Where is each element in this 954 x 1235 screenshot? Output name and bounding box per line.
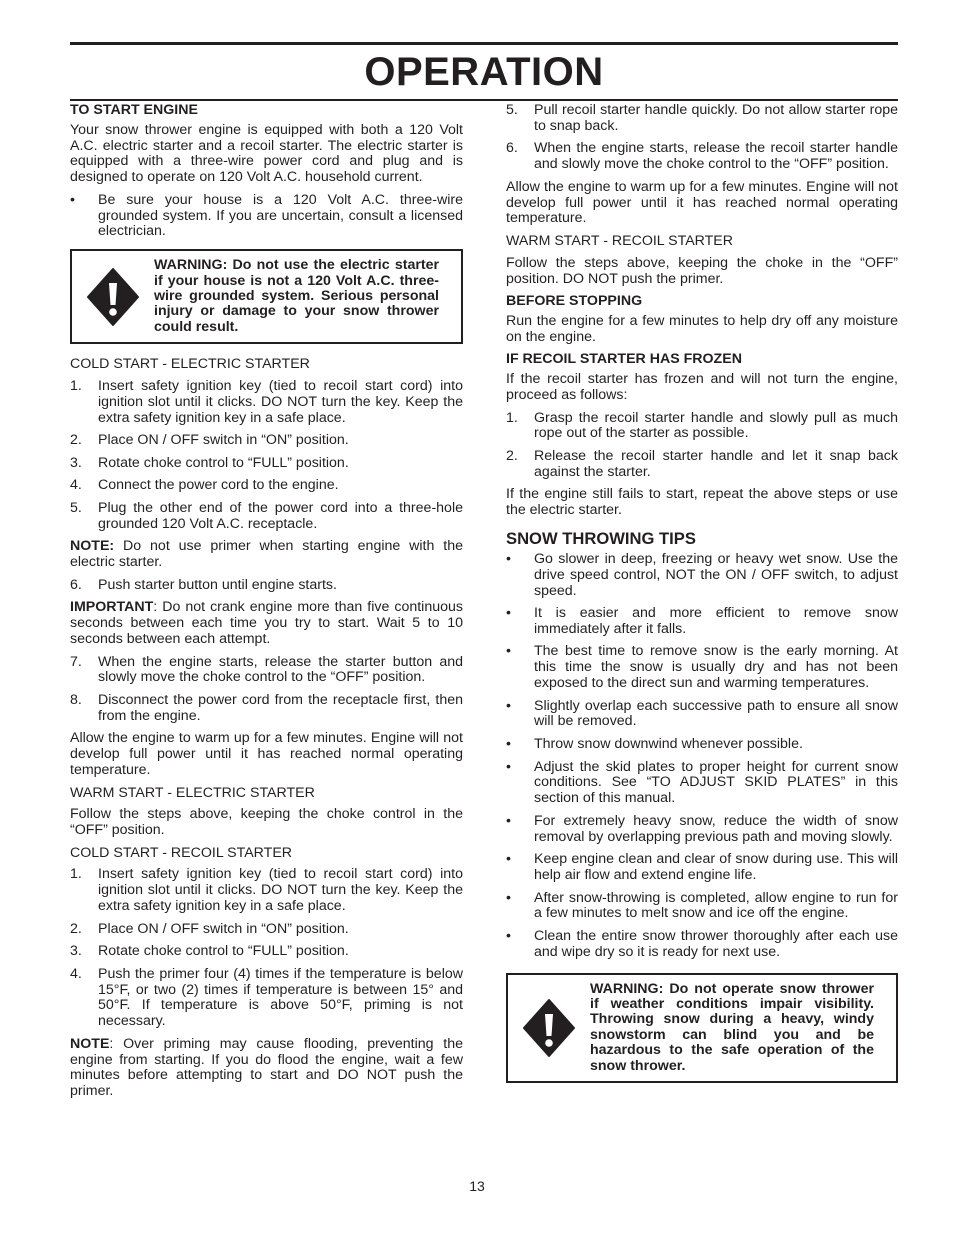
step-item xyxy=(70,944,463,960)
step-number: 7. xyxy=(70,653,82,670)
step-item xyxy=(506,411,898,443)
step-item xyxy=(70,693,463,725)
page-title: OPERATION xyxy=(364,50,604,94)
step-text: When the engine starts, release the starter button and slowly move the choke control to the “OFF” position. xyxy=(98,653,463,686)
bullet-glyph: • xyxy=(506,643,511,660)
step-number: 5. xyxy=(506,102,518,118)
tip-item xyxy=(506,760,898,807)
important-text: : Do not crank engine more than five continuous seconds between each time you try to start. Wait 5 to 10 seconds between each attempt. xyxy=(70,599,463,647)
section-heading-before-stopping: BEFORE STOPPING xyxy=(506,293,643,310)
bullet-glyph: • xyxy=(506,697,511,714)
paragraph-warmup: Allow the engine to warm up for a few minutes. Engine will not develop full power until it has reached normal operating temperature. xyxy=(506,178,898,227)
step-number: 1. xyxy=(506,409,518,426)
step-number: 1. xyxy=(70,378,82,394)
step-text: Disconnect the power cord from the receptacle first, then from the engine. xyxy=(98,691,463,724)
step-number: 8. xyxy=(70,691,82,708)
note-label: NOTE xyxy=(70,1035,110,1052)
bullet-glyph: • xyxy=(506,758,511,775)
step-text: Place ON / OFF switch in “ON” position. xyxy=(98,920,349,937)
section-heading-frozen-recoil: IF RECOIL STARTER HAS FROZEN xyxy=(506,351,742,368)
step-item xyxy=(70,578,463,594)
important-label: IMPORTANT xyxy=(70,599,154,616)
important-note xyxy=(70,600,463,647)
step-item xyxy=(506,449,898,481)
bullet-glyph: • xyxy=(506,605,511,622)
note-text: Do not use primer when starting engine with the electric starter. xyxy=(70,538,463,571)
bullet-glyph: • xyxy=(506,550,511,567)
bullet-glyph: • xyxy=(506,736,511,753)
step-number: 2. xyxy=(70,920,82,937)
section-heading-snow-tips: SNOW THROWING TIPS xyxy=(506,528,696,548)
step-text: Grasp the recoil starter handle and slowly pull as much rope out of the starter as possible. xyxy=(534,409,898,442)
step-item xyxy=(70,478,463,494)
step-item xyxy=(70,922,463,938)
step-number: 2. xyxy=(506,447,518,464)
page-number: 13 xyxy=(469,1178,485,1194)
step-item xyxy=(70,501,463,533)
step-item xyxy=(70,456,463,472)
tip-text: After snow-throwing is completed, allow engine to run for a few minutes to melt snow and ice off the engine. xyxy=(534,889,898,922)
right-column xyxy=(506,103,898,1096)
warning-box-visibility xyxy=(506,973,898,1083)
tip-text: Adjust the skid plates to proper height for current snow conditions. See “TO ADJUST SKID PLATES” in this section of this manual. xyxy=(534,758,898,807)
step-number: 6. xyxy=(70,576,82,593)
tip-text: For extremely heavy snow, reduce the width of snow removal by overlapping previous path and moving slowly. xyxy=(534,812,898,845)
paragraph-frozen: If the recoil starter has frozen and will not turn the engine, proceed as follows: xyxy=(506,371,898,403)
left-column xyxy=(70,103,463,1107)
subheading-cold-start-recoil: COLD START - RECOIL STARTER xyxy=(70,844,293,861)
tip-item xyxy=(506,852,898,884)
subheading-warm-start-recoil: WARM START - RECOIL STARTER xyxy=(506,232,734,249)
tip-item xyxy=(506,929,898,961)
note-text: : Over priming may cause flooding, preventing the engine from starting. If you do flood the engine, wait a few minutes before attempting to start and DO NOT push the primer. xyxy=(70,1035,463,1100)
step-item xyxy=(70,967,463,1030)
tip-item xyxy=(506,814,898,846)
note-primer xyxy=(70,539,463,571)
tip-item xyxy=(506,891,898,923)
step-text: Rotate choke control to “FULL” position. xyxy=(98,454,349,471)
step-text: Release the recoil starter handle and let it snap back against the starter. xyxy=(534,447,898,480)
paragraph-still-fails: If the engine still fails to start, repeat the above steps or use the electric starter. xyxy=(506,486,898,519)
warning-text: WARNING: Do not use the electric starter if your house is not a 120 Volt A.C. three-wire grounded system. Serious personal injury or damage to your snow thrower could result. xyxy=(154,257,439,335)
paragraph-before-stopping: Run the engine for a few minutes to help dry off any moisture on the engine. xyxy=(506,312,898,345)
warning-box-electric-starter xyxy=(70,249,463,344)
step-number: 1. xyxy=(70,866,82,883)
tip-item xyxy=(506,699,898,731)
step-text: Insert safety ignition key (tied to recoil start cord) into ignition slot until it clicks. DO NOT turn the key. Keep the extra safety ignition key in a safe place. xyxy=(98,378,463,426)
step-number: 4. xyxy=(70,965,82,982)
bullet-item xyxy=(70,193,463,240)
step-number: 3. xyxy=(70,454,82,471)
tip-text: Throw snow downwind whenever possible. xyxy=(534,736,803,753)
step-item xyxy=(506,103,898,135)
step-list-cold-electric xyxy=(70,379,463,533)
note-over-priming xyxy=(70,1037,463,1100)
step-text: Place ON / OFF switch in “ON” position. xyxy=(98,432,349,449)
bullet-glyph: • xyxy=(506,851,511,868)
tip-item xyxy=(506,606,898,638)
tip-item xyxy=(506,552,898,599)
step-number: 6. xyxy=(506,140,518,157)
paragraph-warm-recoil: Follow the steps above, keeping the choke in the “OFF” position. DO NOT push the primer. xyxy=(506,254,898,287)
tip-text: The best time to remove snow is the early morning. At this time the snow is usually dry and has not been exposed to the direct sun and warming temperatures. xyxy=(534,643,898,692)
section-heading-start-engine: TO START ENGINE xyxy=(70,102,198,118)
tip-item xyxy=(506,644,898,691)
tip-text: Slightly overlap each successive path to ensure all snow will be removed. xyxy=(534,697,898,730)
note-label: NOTE: xyxy=(70,538,115,555)
warning-icon xyxy=(86,267,140,327)
step-item xyxy=(70,867,463,914)
step-item xyxy=(70,655,463,687)
step-number: 3. xyxy=(70,943,82,960)
step-text: When the engine starts, release the recoil starter handle and slowly move the choke control to the “OFF” position. xyxy=(534,140,898,173)
warning-icon xyxy=(522,998,576,1058)
paragraph-start-engine: Your snow thrower engine is equipped with both a 120 Volt A.C. electric starter and a recoil starter. The electric starter is equipped with a three-wire power cord and plug and is designed to operate on 120 Volt A.C. household current. xyxy=(70,121,463,186)
tip-item xyxy=(506,737,898,753)
tip-text: Keep engine clean and clear of snow during use. This will help air flow and extend engine life. xyxy=(534,851,898,884)
step-text: Connect the power cord to the engine. xyxy=(98,477,339,494)
subheading-cold-start-electric: COLD START - ELECTRIC STARTER xyxy=(70,356,310,373)
bullet-glyph: • xyxy=(506,928,511,945)
bullet-text: Be sure your house is a 120 Volt A.C. three-wire grounded system. If you are uncertain, consult a licensed electrician. xyxy=(98,191,463,240)
bullet-glyph: • xyxy=(70,191,75,208)
step-text: Push the primer four (4) times if the temperature is below 15°F, or two (2) times if temperature is between 15° and 50°F. If temperature is above 50°F, priming is not necessary. xyxy=(98,965,463,1030)
warning-text: WARNING: Do not operate snow thrower if weather conditions impair visibility. Throwing snow during a heavy, windy snowstorm can blind you and be hazardous to the safe operation of the snow thrower. xyxy=(590,980,874,1074)
step-item xyxy=(70,433,463,449)
step-number: 5. xyxy=(70,499,82,516)
subheading-warm-start-electric: WARM START - ELECTRIC STARTER xyxy=(70,784,315,801)
step-number: 2. xyxy=(70,432,82,449)
paragraph-warm-electric: Follow the steps above, keeping the choke control in the “OFF” position. xyxy=(70,806,463,839)
paragraph-warmup: Allow the engine to warm up for a few minutes. Engine will not develop full power until it has reached normal operating temperature. xyxy=(70,730,463,778)
bullet-glyph: • xyxy=(506,889,511,906)
step-item xyxy=(506,141,898,173)
tip-text: Go slower in deep, freezing or heavy wet snow. Use the drive speed control, NOT the ON / OFF switch, to adjust speed. xyxy=(534,550,898,599)
title-rule xyxy=(70,99,898,101)
tip-text: It is easier and more efficient to remove snow immediately after it falls. xyxy=(534,605,898,637)
step-item xyxy=(70,379,463,426)
step-text: Push starter button until engine starts. xyxy=(98,576,337,593)
bullet-glyph: • xyxy=(506,812,511,829)
step-text: Rotate choke control to “FULL” position. xyxy=(98,943,349,960)
tip-text: Clean the entire snow thrower thoroughly after each use and wipe dry so it is ready for next use. xyxy=(534,928,898,960)
step-text: Plug the other end of the power cord into a three-hole grounded 120 Volt A.C. receptacle. xyxy=(98,499,463,532)
step-number: 4. xyxy=(70,477,82,494)
step-text: Pull recoil starter handle quickly. Do not allow starter rope to snap back. xyxy=(534,102,898,134)
step-text: Insert safety ignition key (tied to recoil start cord) into ignition slot until it clicks. DO NOT turn the key. Keep the extra safety ignition key in a safe place. xyxy=(98,866,463,915)
